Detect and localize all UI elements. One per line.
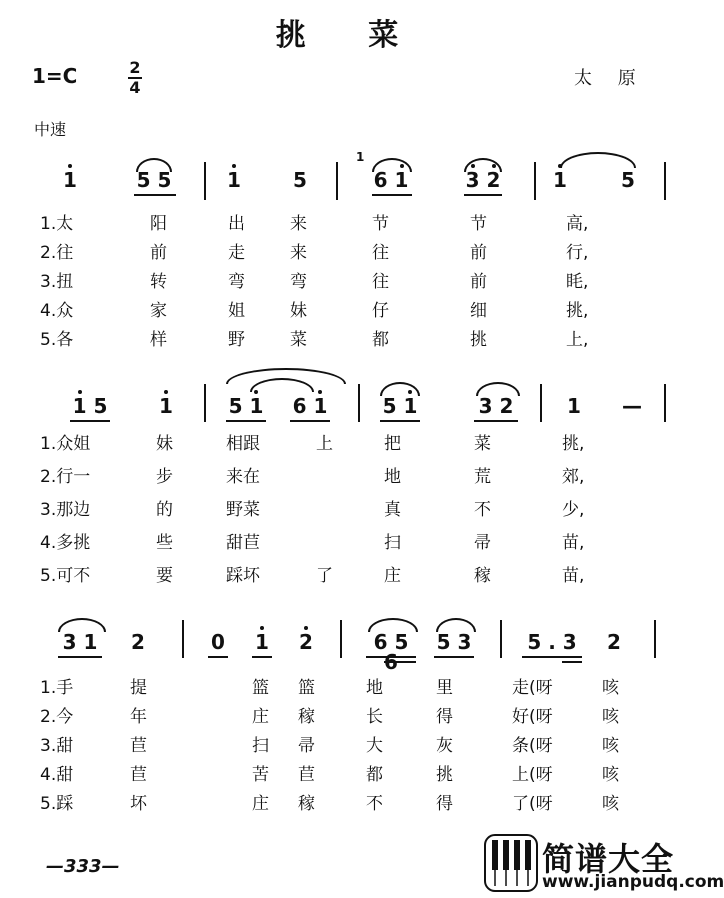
- origin-label: 太 原: [574, 68, 646, 89]
- underline: [522, 656, 582, 658]
- lyric-verse: 5.踩 坏 庄 稼 不 得 了(呀 咳: [40, 794, 619, 814]
- note: 3 1: [62, 630, 98, 654]
- meter-bottom: 4: [129, 78, 141, 97]
- lyric-verse: 1.手 提 篮 篮 地 里 走(呀 咳: [40, 678, 619, 698]
- barline: [204, 162, 206, 200]
- slur: [560, 152, 636, 168]
- barline: [664, 384, 666, 422]
- lyric-verse: 3.那边 的 野菜 真 不 少,: [40, 500, 585, 520]
- note: 1: [550, 170, 570, 190]
- underline: [58, 656, 102, 658]
- barline: [540, 384, 542, 422]
- barline: [500, 620, 502, 658]
- underline: [434, 656, 474, 658]
- logo-name: 简谱大全: [542, 840, 675, 878]
- note: 2: [607, 630, 621, 654]
- note: 2: [296, 632, 316, 652]
- barline: [664, 162, 666, 200]
- note: 6 5: [373, 630, 409, 654]
- note: 5 1: [226, 396, 266, 416]
- barline: [340, 620, 342, 658]
- logo-url: www.jianpudq.com: [542, 872, 724, 892]
- lyric-verse: 4.多挑 些 甜苣 扫 帚 苗,: [40, 533, 585, 553]
- underline: [134, 194, 176, 196]
- lyric-verse: 3.扭 转 弯 弯 往 前 眊,: [40, 272, 589, 292]
- lyric-verse: 3.甜 苣 扫 帚 大 灰 条(呀 咳: [40, 736, 619, 756]
- barline: [358, 384, 360, 422]
- underline: [226, 420, 266, 422]
- note: 1: [224, 170, 244, 190]
- note: 1: [252, 632, 272, 652]
- lyric-verse: 1.众姐 妹 相跟 上 把 菜 挑,: [40, 434, 585, 454]
- underline: [366, 656, 416, 658]
- note: 5: [293, 168, 307, 192]
- note: 3 2: [462, 170, 504, 190]
- system-3: [0, 610, 700, 820]
- barline: [182, 620, 184, 658]
- underline: [380, 420, 420, 422]
- note: 5 . 3: [527, 630, 577, 654]
- page-number: —333—: [46, 856, 120, 877]
- barline: [204, 384, 206, 422]
- system-1: [0, 150, 700, 350]
- lyric-verse: 2.行一 步 来在 地 荒 郊,: [40, 467, 585, 487]
- underline: [384, 661, 416, 663]
- lyric-verse: 2.往 前 走 来 往 前 行,: [40, 243, 589, 263]
- system-2: [0, 368, 700, 586]
- note: 6 1: [290, 396, 330, 416]
- grace-note: 1: [356, 150, 365, 164]
- note: 1 5: [70, 396, 110, 416]
- note: 6 1: [370, 170, 412, 190]
- tempo-marking: 中速: [34, 120, 67, 139]
- underline: [208, 656, 228, 658]
- note: 5: [621, 168, 635, 192]
- time-signature: [128, 60, 142, 96]
- note: 3 2: [478, 394, 514, 418]
- note: 5 1: [380, 396, 420, 416]
- key-signature: 1=C: [32, 64, 78, 88]
- lyric-verse: 2.今 年 庄 稼 长 得 好(呀 咳: [40, 707, 619, 727]
- underline: [562, 661, 582, 663]
- underline: [252, 656, 272, 658]
- note: —: [622, 394, 642, 418]
- barline: [336, 162, 338, 200]
- meter-top: 2: [129, 58, 141, 77]
- underline: [464, 194, 502, 196]
- note: 2: [131, 630, 145, 654]
- lyric-verse: 5.各 样 野 菜 都 挑 上,: [40, 330, 589, 350]
- lyric-verse: 4.众 家 姐 妹 仔 细 挑,: [40, 301, 589, 321]
- lyric-verse: 5.可不 要 踩坏 了 庄 稼 苗,: [40, 566, 585, 586]
- underline: [290, 420, 330, 422]
- barline: [654, 620, 656, 658]
- site-logo[interactable]: [484, 834, 724, 894]
- note: 1: [60, 170, 80, 190]
- piano-icon: [484, 834, 538, 892]
- underline: [372, 194, 412, 196]
- note: 1: [567, 394, 581, 418]
- underline: [474, 420, 518, 422]
- underline: [70, 420, 110, 422]
- lyric-verse: 1.太 阳 出 来 节 节 高,: [40, 214, 589, 234]
- lyric-verse: 4.甜 苣 苦 苣 都 挑 上(呀 咳: [40, 765, 619, 785]
- note: 1: [156, 396, 176, 416]
- note: 5 5: [136, 168, 172, 192]
- note: 0: [211, 630, 225, 654]
- note: 5 3: [436, 630, 472, 654]
- barline: [534, 162, 536, 200]
- song-title: 挑 菜: [275, 18, 425, 53]
